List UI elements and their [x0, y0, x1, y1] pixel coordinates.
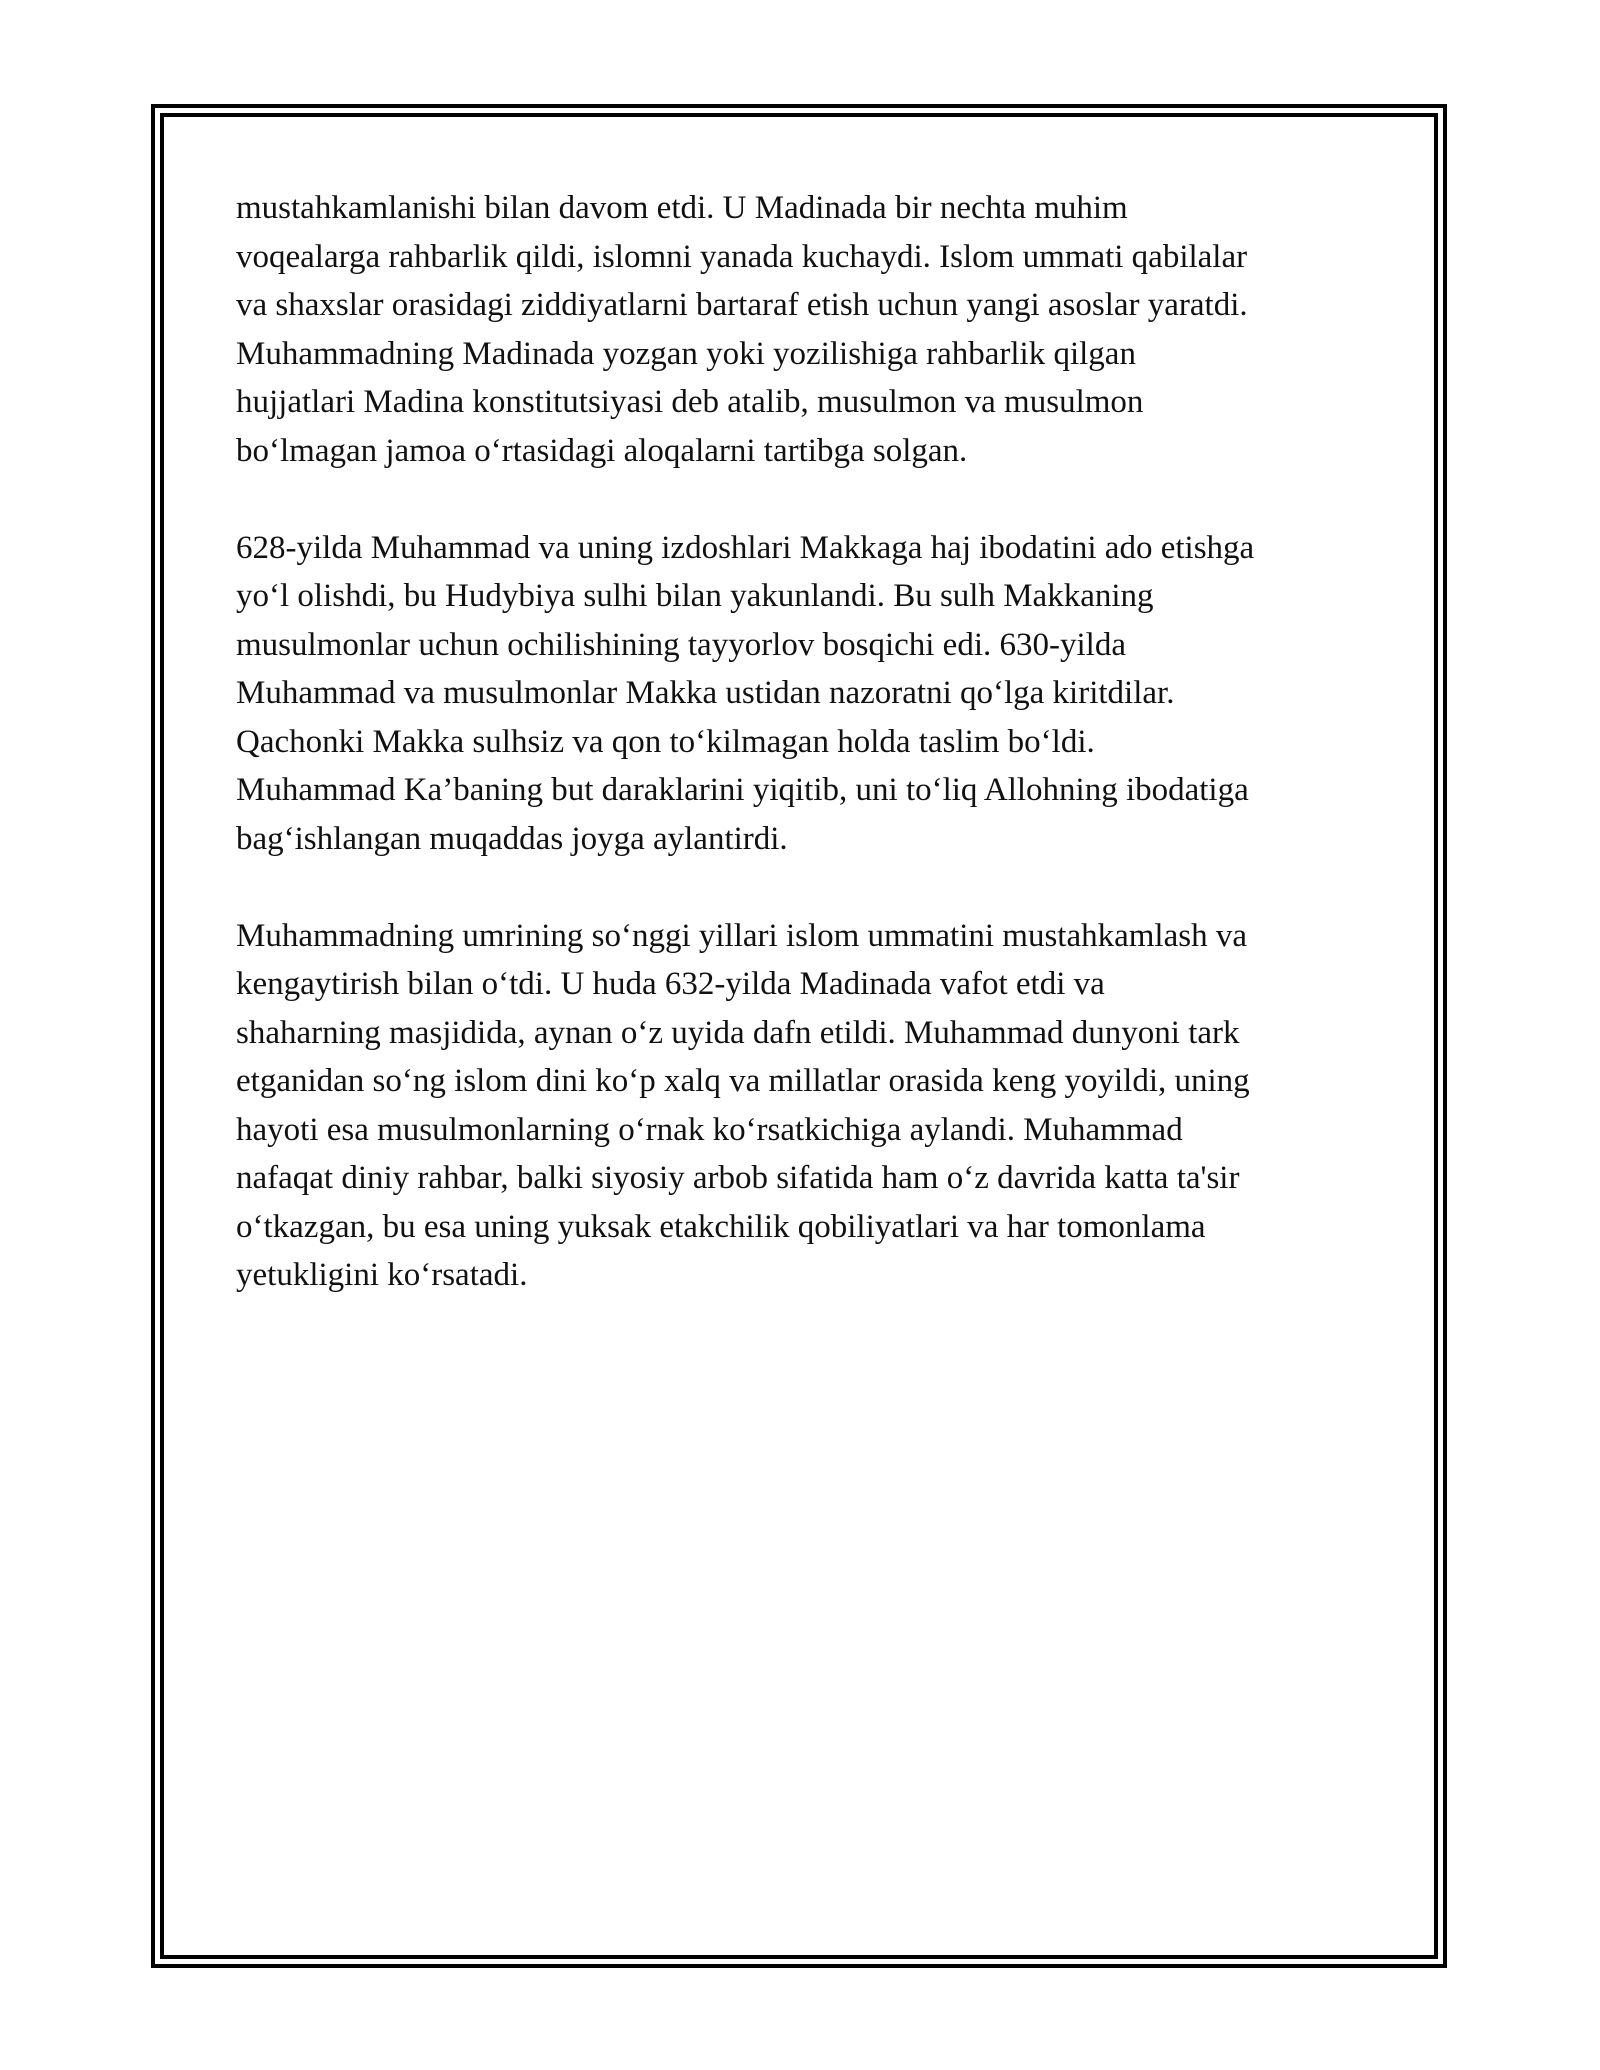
text-line: hayoti esa musulmonlarning o‘rnak ko‘rsatkichiga aylandi. Muhammad	[236, 1111, 1183, 1148]
text-line: hujjatlari Madina konstitutsiyasi deb atalib, musulmon va musulmon	[236, 384, 1144, 420]
text-line: bo‘lmagan jamoa o‘rtasidagi aloqalarni tartibga solgan.	[236, 432, 968, 469]
text-line: Muhammad va musulmonlar Makka ustidan nazoratni qo‘lga kiritdilar.	[236, 675, 1175, 711]
paragraph-3	[236, 912, 1376, 1300]
paragraph-2	[236, 524, 1376, 864]
text-line: etganidan so‘ng islom dini ko‘p xalq va millatlar orasida keng yoyildi, uning	[236, 1063, 1250, 1099]
text-line: Muhammadning Madinada yozgan yoki yozilishiga rahbarlik qilgan	[236, 335, 1136, 372]
paragraph-1	[236, 184, 1376, 475]
text-line: va shaxslar orasidagi ziddiyatlarni bartaraf etish uchun yangi asoslar yaratdi.	[236, 287, 1248, 323]
text-line: mustahkamlanishi bilan davom etdi. U Madinada bir nechta muhim	[236, 190, 1128, 226]
text-line: o‘tkazgan, bu esa uning yuksak etakchilik qobiliyatlari va har tomonlama	[236, 1208, 1206, 1245]
text-line: Qachonki Makka sulhsiz va qon to‘kilmagan holda taslim bo‘ldi.	[236, 723, 1095, 760]
text-line: yetukligini ko‘rsatadi.	[236, 1257, 528, 1293]
text-line: voqealarga rahbarlik qildi, islomni yanada kuchaydi. Islom ummati qabilalar	[236, 238, 1248, 275]
text-line: 628-yilda Muhammad va uning izdoshlari Makkaga haj ibodatini ado etishga	[236, 529, 1255, 566]
text-line: Muhammadning umrining so‘nggi yillari islom ummatini mustahkamlash va	[236, 917, 1247, 954]
text-line: yo‘l olishdi, bu Hudybiya sulhi bilan yakunlandi. Bu sulh Makkaning	[236, 578, 1154, 614]
document-body	[236, 184, 1376, 1348]
text-line: musulmonlar uchun ochilishining tayyorlov bosqichi edi. 630-yilda	[236, 626, 1126, 663]
text-line: kengaytirish bilan o‘tdi. U huda 632-yilda Madinada vafot etdi va	[236, 966, 1105, 1002]
text-line: bag‘ishlangan muqaddas joyga aylantirdi.	[236, 820, 788, 857]
text-line: Muhammad Ka’baning but daraklarini yiqitib, uni to‘liq Allohning ibodatiga	[236, 772, 1249, 808]
text-line: nafaqat diniy rahbar, balki siyosiy arbob sifatida ham o‘z davrida katta ta'sir	[236, 1160, 1240, 1196]
text-line: shaharning masjidida, aynan o‘z uyida dafn etildi. Muhammad dunyoni tark	[236, 1014, 1240, 1051]
